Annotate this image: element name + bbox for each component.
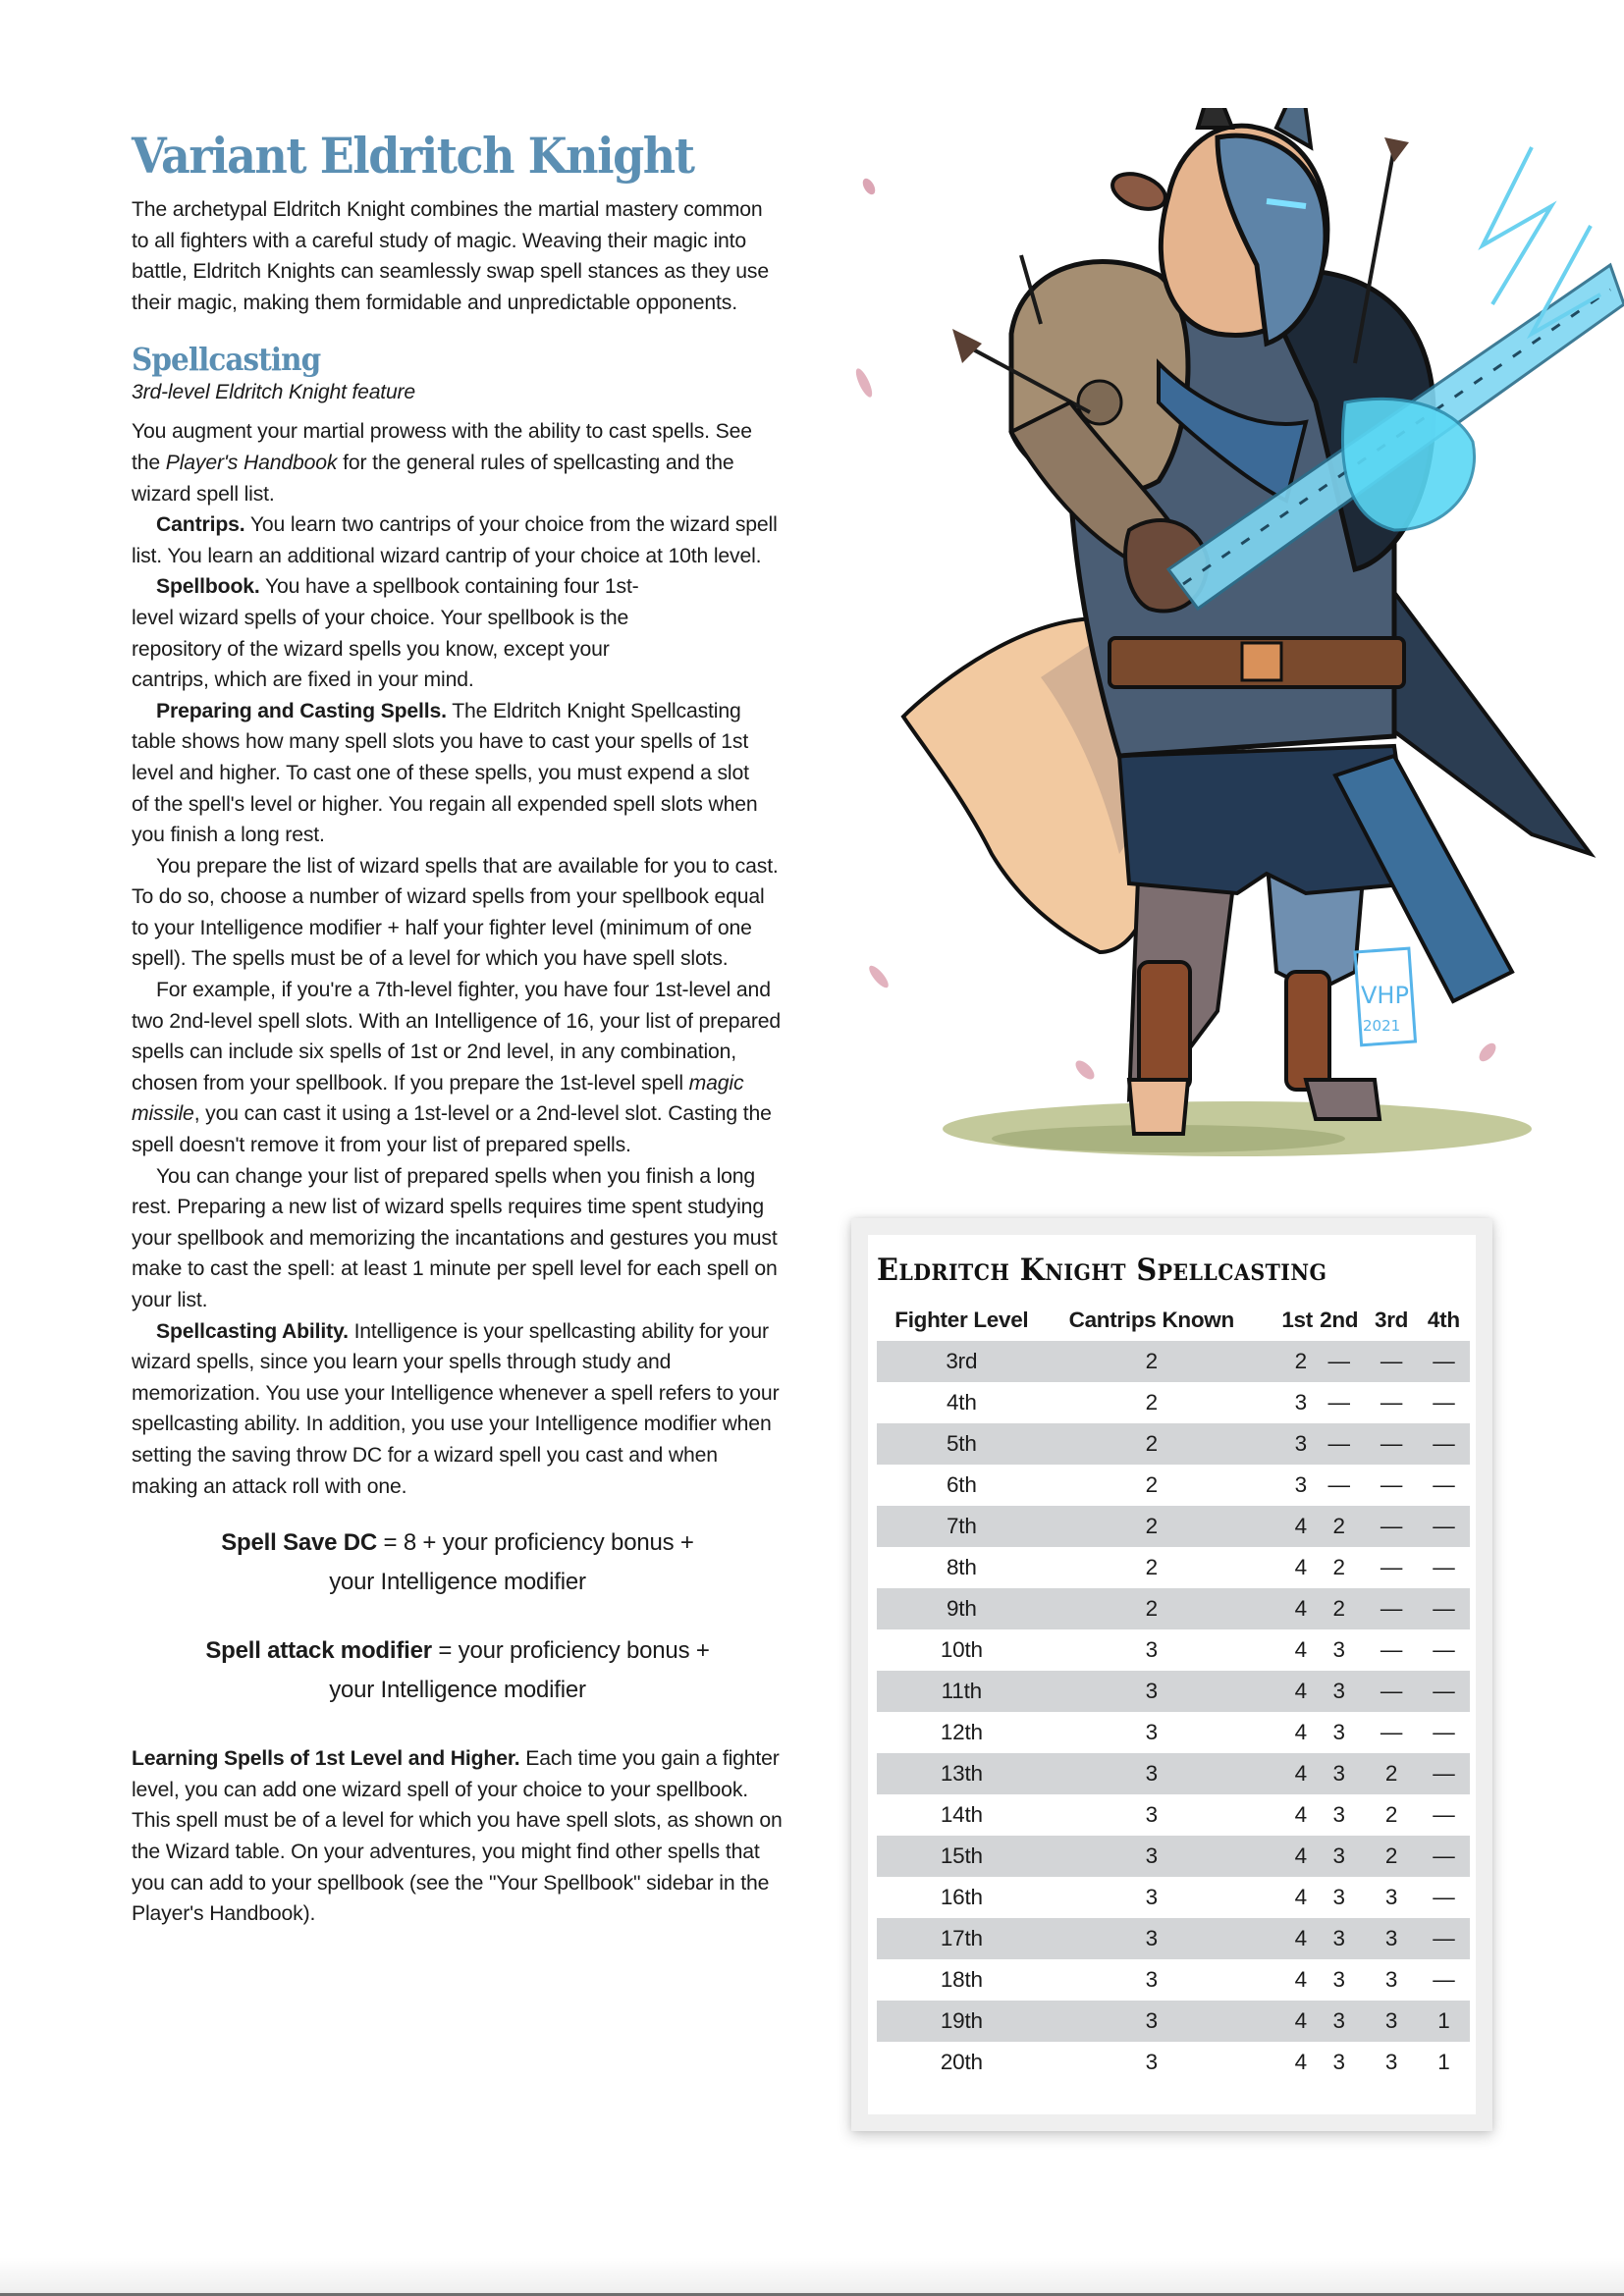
cell-slots-2nd: 3 [1332, 1967, 1345, 1992]
cell-slots-3rd: — [1365, 1423, 1417, 1465]
cell-slots-2nd: 3 [1332, 1720, 1345, 1744]
cell-slots-2nd: 3 [1313, 1836, 1365, 1877]
cell-slots-2nd: 3 [1313, 1918, 1365, 1959]
cell-slots-3rd: 3 [1384, 1885, 1398, 1909]
text-run: for the general rules of spellcasting and the wizard spell list. [132, 451, 734, 506]
cell-cantrips-known: 2 [1047, 1423, 1257, 1465]
header-fighter-level: Fighter Level [894, 1308, 1029, 1332]
spellbook-paragraph [132, 571, 784, 695]
cell-slots-4th: — [1433, 1720, 1455, 1744]
cell-slots-1st: 4 [1257, 1836, 1313, 1877]
cell-slots-3rd: — [1380, 1637, 1403, 1662]
cell-fighter-level: 11th [877, 1671, 1047, 1712]
cell-slots-1st: 4 [1257, 1671, 1313, 1712]
formula-text: = 8 + your proficiency bonus + [377, 1529, 694, 1557]
table-header-row [877, 1300, 1470, 1341]
learning-text: Each time you gain a fighter level, you can add one wizard spell of your choice to your spellbook. This spell must be of a level for which you have spell slots, as shown on the Wizard table. On your adventures, you might find other spells that you can add to your spellbook (see the "Your Spellbook" sidebar in the Player's Handbook). [132, 1747, 783, 1926]
cell-slots-1st: 4 [1257, 1918, 1313, 1959]
text-run: For example, if you're a 7th-level fighter, you have four 1st-level and two 2nd-level spell slots. With an Intelligence of 16, your list of prepared spells can include six spells of 1st or 2nd level, in any combination, chosen from your spellbook. If you prepare the 1st-level spell [132, 979, 782, 1095]
cell-slots-4th: — [1433, 1802, 1455, 1827]
table-body [877, 1341, 1470, 2083]
artist-signature [1355, 948, 1415, 1045]
cell-fighter-level: 15th [877, 1836, 1047, 1877]
page-bottom-shadow [0, 2257, 1624, 2296]
table-row [877, 1877, 1470, 1918]
table-row [877, 1671, 1470, 1712]
cell-fighter-level: 8th [946, 1555, 977, 1579]
table-row [877, 1341, 1470, 1382]
cell-cantrips-known: 2 [1145, 1472, 1158, 1497]
cell-slots-2nd: 3 [1332, 2050, 1345, 2074]
cell-fighter-level: 12th [940, 1720, 983, 1744]
cell-cantrips-known: 2 [1145, 1390, 1158, 1415]
example-paragraph [132, 975, 784, 1161]
table-row [877, 1629, 1470, 1671]
illustration-fox-knight [844, 108, 1624, 1188]
cell-slots-3rd: 2 [1384, 1802, 1398, 1827]
table-row [877, 1836, 1470, 1877]
cantrips-paragraph [132, 509, 784, 571]
cell-slots-3rd: 2 [1365, 1753, 1417, 1794]
cell-slots-2nd: 3 [1313, 1671, 1365, 1712]
cell-slots-4th: — [1418, 1918, 1470, 1959]
cell-slots-1st: 3 [1257, 1423, 1313, 1465]
cell-slots-4th: — [1418, 1836, 1470, 1877]
spellcasting-heading: Spellcasting [132, 341, 321, 379]
cell-fighter-level: 6th [946, 1472, 977, 1497]
cell-slots-4th: 1 [1418, 2001, 1470, 2042]
cell-slots-1st: 4 [1294, 1637, 1307, 1662]
cell-slots-2nd: — [1327, 1472, 1350, 1497]
svg-text:VHP: VHP [1361, 982, 1409, 1009]
table-row [877, 1588, 1470, 1629]
cell-cantrips-known: 3 [1145, 1637, 1158, 1662]
cell-slots-1st: 4 [1257, 2001, 1313, 2042]
cell-slots-2nd: 3 [1313, 2001, 1365, 2042]
cell-slots-1st: 2 [1257, 1341, 1313, 1382]
cell-cantrips-known: 3 [1145, 2050, 1158, 2074]
table-row [877, 1423, 1470, 1465]
ability-text: Intelligence is your spellcasting ability for your wizard spells, since you learn your spells through study and memorization. You use your Intelligence whenever a spell refers to your spellcasting ability. In addition, you use your Intelligence modifier when setting the saving throw DC for a wizard spell you cast and when making an attack roll with one. [132, 1319, 780, 1498]
formula-line [132, 1523, 784, 1563]
cell-fighter-level: 4th [946, 1390, 977, 1415]
cell-slots-2nd: 3 [1332, 1637, 1345, 1662]
table-row [877, 2042, 1470, 2083]
cell-cantrips-known: 3 [1145, 1967, 1158, 1992]
spellcasting-table [877, 1300, 1470, 2083]
cell-slots-4th: — [1418, 1423, 1470, 1465]
spell-attack-formula [132, 1631, 784, 1710]
cell-slots-2nd: 2 [1313, 1506, 1365, 1547]
page-title: Variant Eldritch Knight [132, 127, 694, 185]
cell-slots-4th: — [1433, 1637, 1455, 1662]
cell-slots-2nd: 3 [1332, 1885, 1345, 1909]
spellbook-label: Spellbook. [156, 575, 260, 599]
cell-fighter-level: 17th [877, 1918, 1047, 1959]
learning-spells-paragraph [132, 1743, 784, 1930]
attack-label: Spell attack modifier [205, 1637, 432, 1665]
cell-slots-1st: 4 [1294, 1885, 1307, 1909]
cell-slots-3rd: 2 [1365, 1836, 1417, 1877]
cell-cantrips-known: 3 [1047, 1671, 1257, 1712]
svg-text:2021: 2021 [1363, 1017, 1401, 1035]
cell-slots-4th: — [1433, 1472, 1455, 1497]
cell-fighter-level: 10th [940, 1637, 983, 1662]
cell-cantrips-known: 2 [1145, 1555, 1158, 1579]
cell-slots-1st: 4 [1294, 2050, 1307, 2074]
cell-slots-1st: 4 [1294, 1555, 1307, 1579]
cell-fighter-level: 16th [940, 1885, 983, 1909]
cell-cantrips-known: 3 [1145, 1720, 1158, 1744]
header-cantrips-known: Cantrips Known [1068, 1308, 1234, 1332]
spellcasting-table-frame [851, 1218, 1492, 2131]
cell-slots-1st: 4 [1294, 1967, 1307, 1992]
cell-cantrips-known: 3 [1047, 1918, 1257, 1959]
cell-fighter-level: 19th [877, 2001, 1047, 2042]
ability-label: Spellcasting Ability. [156, 1319, 349, 1343]
spell-save-dc-formula [132, 1523, 784, 1602]
formula-line: your Intelligence modifier [329, 1569, 586, 1596]
cell-slots-2nd: — [1313, 1423, 1365, 1465]
intro-paragraph: The archetypal Eldritch Knight combines the martial mastery common to all fighters with a careful study of magic. Weaving their magic into battle, Eldritch Knights can seamlessly swap spell stances as they use their magic, making them formidable and unpredictable opponents. [132, 198, 769, 314]
cell-slots-1st: 3 [1294, 1472, 1307, 1497]
cell-fighter-level: 5th [877, 1423, 1047, 1465]
header-3rd: 3rd [1375, 1308, 1409, 1332]
preparing-label: Preparing and Casting Spells. [156, 699, 447, 722]
cell-slots-3rd: — [1365, 1506, 1417, 1547]
cell-cantrips-known: 2 [1047, 1588, 1257, 1629]
cell-slots-1st: 4 [1257, 1753, 1313, 1794]
table-title: Eldritch Knight Spellcasting [877, 1253, 1327, 1288]
cell-slots-4th: — [1418, 1588, 1470, 1629]
cell-slots-2nd: 2 [1313, 1588, 1365, 1629]
cell-slots-4th: — [1433, 1967, 1455, 1992]
table-row [877, 2001, 1470, 2042]
cell-slots-3rd: — [1365, 1671, 1417, 1712]
text-run: You augment your martial prowess with the ability to cast spells. See the [132, 420, 752, 474]
formula-line [132, 1631, 784, 1671]
cell-slots-3rd: 3 [1365, 1918, 1417, 1959]
cell-slots-3rd: 3 [1384, 2050, 1398, 2074]
cell-fighter-level: 7th [877, 1506, 1047, 1547]
cell-slots-4th: — [1418, 1506, 1470, 1547]
cell-cantrips-known: 3 [1047, 1753, 1257, 1794]
table-row [877, 1547, 1470, 1588]
formula-line: your Intelligence modifier [329, 1677, 586, 1704]
book-title-phb: Player's Handbook [165, 451, 338, 474]
cantrips-label: Cantrips. [156, 513, 245, 537]
table-row [877, 1918, 1470, 1959]
cell-slots-3rd: — [1380, 1555, 1403, 1579]
cell-cantrips-known: 2 [1047, 1506, 1257, 1547]
prepare-list-paragraph: You prepare the list of wizard spells that are available for you to cast. To do so, choose a number of wizard spells from your spellbook equal to your Intelligence modifier + half your fighter level (minimum of one spell). The spells must be of a level for which you have spell slots. [132, 854, 779, 971]
table-row [877, 1753, 1470, 1794]
cell-slots-4th: — [1418, 1671, 1470, 1712]
learning-label: Learning Spells of 1st Level and Higher. [132, 1747, 520, 1771]
cell-slots-1st: 4 [1294, 1720, 1307, 1744]
cell-slots-1st: 3 [1294, 1390, 1307, 1415]
cell-slots-4th: — [1418, 1753, 1470, 1794]
spellbook-text: You have a spellbook containing four 1st-level wizard spells of your choice. Your spellbook is the repository of the wizard spells you know, except your cantrips, which are fixed in your mind. [132, 575, 639, 692]
cell-slots-1st: 4 [1257, 1506, 1313, 1547]
cell-slots-4th: — [1418, 1341, 1470, 1382]
preparing-text: The Eldritch Knight Spellcasting table shows how many spell slots you have to cast your spells of 1st level and higher. To cast one of these spells, you must expend a slot of the spell's level or higher. You regain all expended spell slots when you finish a long rest. [132, 699, 758, 847]
cell-slots-2nd: — [1327, 1390, 1350, 1415]
cell-slots-3rd: — [1380, 1472, 1403, 1497]
header-2nd: 2nd [1320, 1308, 1359, 1332]
cell-fighter-level: 14th [940, 1802, 983, 1827]
table-row [877, 1794, 1470, 1836]
preparing-paragraph [132, 696, 784, 851]
table-row [877, 1712, 1470, 1753]
cell-slots-3rd: 3 [1384, 1967, 1398, 1992]
feature-subtitle: 3rd-level Eldritch Knight feature [132, 381, 416, 404]
cell-slots-3rd: — [1365, 1341, 1417, 1382]
cell-fighter-level: 20th [940, 2050, 983, 2074]
spell-name-magic-missile: magic missile [132, 1071, 744, 1126]
cell-fighter-level: 3rd [877, 1341, 1047, 1382]
cell-slots-4th: — [1433, 1555, 1455, 1579]
cell-slots-2nd: — [1313, 1341, 1365, 1382]
cell-fighter-level: 13th [877, 1753, 1047, 1794]
spellcasting-intro-paragraph [132, 416, 784, 509]
cell-fighter-level: 18th [940, 1967, 983, 1992]
left-column [132, 120, 784, 1930]
cell-slots-3rd: 3 [1365, 2001, 1417, 2042]
table-row [877, 1506, 1470, 1547]
cell-slots-1st: 4 [1257, 1588, 1313, 1629]
cell-fighter-level: 9th [877, 1588, 1047, 1629]
table-row [877, 1959, 1470, 2001]
cell-cantrips-known: 3 [1145, 1802, 1158, 1827]
cell-slots-3rd: — [1365, 1588, 1417, 1629]
cantrips-text: You learn two cantrips of your choice from the wizard spell list. You learn an additional wizard cantrip of your choice at 10th level. [132, 513, 778, 567]
cell-cantrips-known: 2 [1047, 1341, 1257, 1382]
header-1st: 1st [1281, 1308, 1313, 1332]
cell-slots-4th: — [1433, 1390, 1455, 1415]
fox-knight-image [844, 108, 1624, 1188]
ability-paragraph [132, 1316, 784, 1503]
text-run: , you can cast it using a 1st-level or a 2nd-level slot. Casting the spell doesn't remove it from your list of prepared spells. [132, 1102, 772, 1157]
cell-slots-3rd: — [1380, 1390, 1403, 1415]
cell-slots-4th: — [1433, 1885, 1455, 1909]
cell-slots-4th: 1 [1437, 2050, 1450, 2074]
save-dc-label: Spell Save DC [221, 1529, 378, 1557]
spellcasting-table-panel [868, 1235, 1476, 2114]
table-row [877, 1465, 1470, 1506]
cell-slots-2nd: 2 [1332, 1555, 1345, 1579]
cell-cantrips-known: 3 [1047, 1836, 1257, 1877]
cell-slots-2nd: 3 [1332, 1802, 1345, 1827]
table-row [877, 1382, 1470, 1423]
formula-text: = your proficiency bonus + [431, 1637, 710, 1665]
cell-cantrips-known: 3 [1145, 1885, 1158, 1909]
change-list-paragraph: You can change your list of prepared spells when you finish a long rest. Preparing a new list of wizard spells requires time spent studying your spellbook and memorizing the incantations and gestures you must make to cast the spell: at least 1 minute per spell level for each spell on your list. [132, 1164, 778, 1311]
cell-slots-1st: 4 [1294, 1802, 1307, 1827]
cell-cantrips-known: 3 [1047, 2001, 1257, 2042]
header-4th: 4th [1427, 1308, 1460, 1332]
cell-slots-3rd: — [1380, 1720, 1403, 1744]
cell-slots-2nd: 3 [1313, 1753, 1365, 1794]
